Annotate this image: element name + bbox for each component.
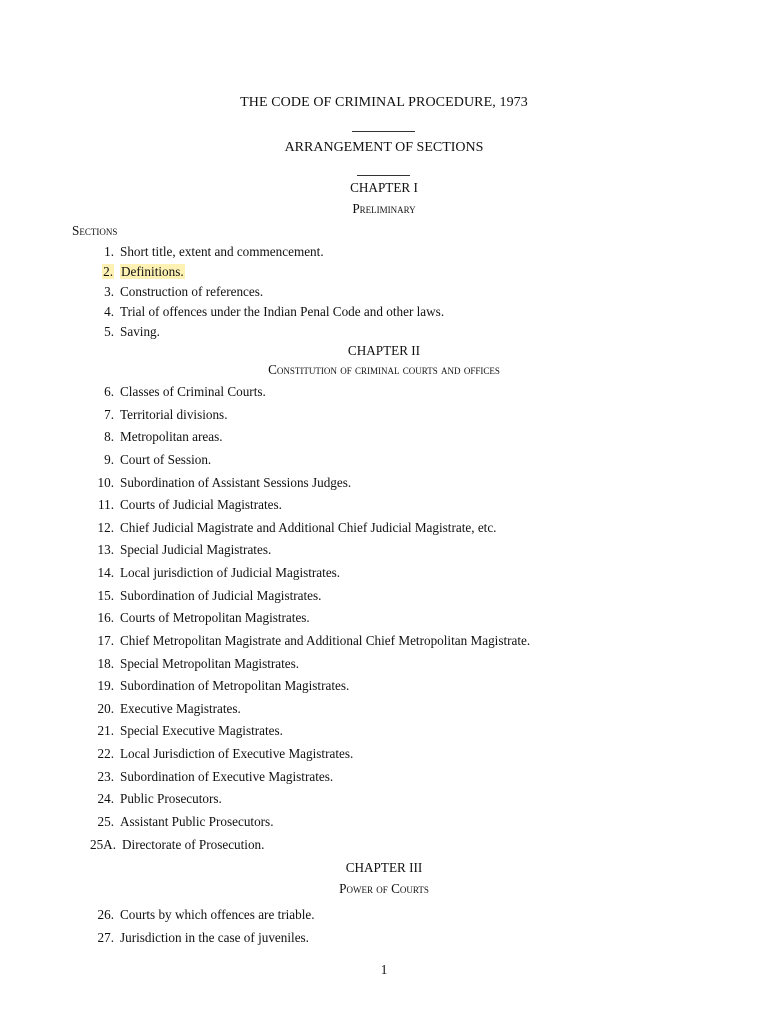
section-number: 25A. bbox=[89, 837, 116, 852]
section-number: 27. bbox=[97, 930, 114, 945]
list-item[interactable] bbox=[0, 244, 768, 262]
section-title: Construction of references. bbox=[120, 284, 264, 299]
section-title: Trial of offences under the Indian Penal Code and other laws. bbox=[120, 304, 445, 319]
list-item[interactable] bbox=[0, 475, 768, 493]
section-title: Courts of Judicial Magistrates. bbox=[120, 497, 282, 512]
section-title: Classes of Criminal Courts. bbox=[120, 384, 266, 399]
highlight: Definitions. bbox=[121, 264, 184, 279]
list-item[interactable] bbox=[0, 610, 768, 628]
section-number: 19. bbox=[97, 678, 114, 693]
section-title: Courts of Metropolitan Magistrates. bbox=[120, 610, 310, 625]
list-item[interactable] bbox=[0, 633, 768, 651]
list-item[interactable] bbox=[0, 284, 768, 302]
section-title: Directorate of Prosecution. bbox=[122, 837, 265, 852]
section-number: 26. bbox=[97, 907, 114, 922]
arrangement-heading: ARRANGEMENT OF SECTIONS bbox=[284, 140, 484, 155]
section-number: 4. bbox=[104, 304, 114, 319]
list-item[interactable] bbox=[0, 746, 768, 764]
list-item[interactable] bbox=[0, 723, 768, 741]
sections-label: Sections bbox=[72, 223, 118, 238]
section-title: Special Executive Magistrates. bbox=[120, 723, 283, 738]
section-number: 9. bbox=[104, 452, 114, 467]
section-number bbox=[0, 264, 114, 280]
heading-divider bbox=[357, 175, 410, 176]
section-number: 11. bbox=[98, 497, 114, 512]
section-title: Local Jurisdiction of Executive Magistrates. bbox=[120, 746, 354, 761]
section-title: Court of Session. bbox=[120, 452, 212, 467]
section-number: 22. bbox=[97, 746, 114, 761]
list-item[interactable] bbox=[0, 497, 768, 515]
section-number: 15. bbox=[97, 588, 114, 603]
section-title: Assistant Public Prosecutors. bbox=[120, 814, 274, 829]
section-number: 25. bbox=[97, 814, 114, 829]
section-title: Executive Magistrates. bbox=[120, 701, 241, 716]
section-title: Courts by which offences are triable. bbox=[120, 907, 315, 922]
section-number: 13. bbox=[97, 542, 114, 557]
section-title bbox=[120, 264, 185, 280]
document-title: THE CODE OF CRIMINAL PROCEDURE, 1973 bbox=[240, 95, 528, 110]
section-number: 7. bbox=[104, 407, 114, 422]
section-title: Metropolitan areas. bbox=[120, 429, 223, 444]
section-number: 16. bbox=[97, 610, 114, 625]
section-number: 8. bbox=[104, 429, 114, 444]
section-title: Saving. bbox=[120, 324, 160, 339]
section-number: 10. bbox=[97, 475, 114, 490]
section-number: 14. bbox=[97, 565, 114, 580]
page-number: 1 bbox=[380, 962, 388, 977]
section-number: 3. bbox=[104, 284, 114, 299]
section-title: Subordination of Judicial Magistrates. bbox=[120, 588, 322, 603]
section-title: Short title, extent and commencement. bbox=[120, 244, 324, 259]
list-item[interactable] bbox=[0, 324, 768, 342]
section-title: Jurisdiction in the case of juveniles. bbox=[120, 930, 309, 945]
section-title: Subordination of Metropolitan Magistrates. bbox=[120, 678, 350, 693]
list-item[interactable] bbox=[0, 429, 768, 447]
list-item[interactable] bbox=[0, 656, 768, 674]
chapter-3-subtitle: Power of Courts bbox=[339, 881, 429, 896]
section-title: Subordination of Assistant Sessions Judges. bbox=[120, 475, 352, 490]
section-title: Public Prosecutors. bbox=[120, 791, 222, 806]
list-item[interactable] bbox=[0, 542, 768, 560]
list-item[interactable] bbox=[0, 701, 768, 719]
section-title: Special Judicial Magistrates. bbox=[120, 542, 272, 557]
list-item[interactable] bbox=[0, 520, 768, 538]
section-number: 24. bbox=[97, 791, 114, 806]
chapter-2-subtitle: Constitution of criminal courts and offices bbox=[268, 362, 500, 377]
title-divider bbox=[352, 131, 415, 132]
chapter-3-title: CHAPTER III bbox=[345, 860, 423, 875]
list-item[interactable] bbox=[0, 264, 768, 282]
section-number: 18. bbox=[97, 656, 114, 671]
list-item[interactable] bbox=[0, 791, 768, 809]
chapter-1-title: CHAPTER I bbox=[350, 180, 418, 195]
list-item[interactable] bbox=[0, 565, 768, 583]
section-number: 17. bbox=[97, 633, 114, 648]
list-item[interactable] bbox=[0, 907, 768, 925]
section-number: 5. bbox=[104, 324, 114, 339]
section-number: 21. bbox=[97, 723, 114, 738]
list-item[interactable] bbox=[0, 407, 768, 425]
section-title: Chief Judicial Magistrate and Additional Chief Judicial Magistrate, etc. bbox=[120, 520, 497, 535]
list-item[interactable] bbox=[0, 452, 768, 470]
section-title: Local jurisdiction of Judicial Magistrates. bbox=[120, 565, 341, 580]
list-item[interactable] bbox=[0, 588, 768, 606]
highlight: 2. bbox=[103, 264, 113, 279]
section-number: 23. bbox=[97, 769, 114, 784]
chapter-1-subtitle: Preliminary bbox=[352, 201, 416, 216]
section-number: 12. bbox=[97, 520, 114, 535]
list-item[interactable] bbox=[0, 814, 768, 832]
list-item[interactable] bbox=[0, 384, 768, 402]
section-title: Subordination of Executive Magistrates. bbox=[120, 769, 334, 784]
section-title: Territorial divisions. bbox=[120, 407, 228, 422]
section-number: 1. bbox=[104, 244, 114, 259]
list-item[interactable] bbox=[0, 678, 768, 696]
section-title: Chief Metropolitan Magistrate and Additional Chief Metropolitan Magistrate. bbox=[120, 633, 531, 648]
list-item[interactable] bbox=[0, 304, 768, 322]
section-title: Special Metropolitan Magistrates. bbox=[120, 656, 300, 671]
section-number: 6. bbox=[104, 384, 114, 399]
section-number: 20. bbox=[97, 701, 114, 716]
chapter-2-title: CHAPTER II bbox=[347, 343, 421, 358]
list-item[interactable] bbox=[0, 930, 768, 948]
list-item[interactable] bbox=[0, 837, 768, 855]
list-item[interactable] bbox=[0, 769, 768, 787]
